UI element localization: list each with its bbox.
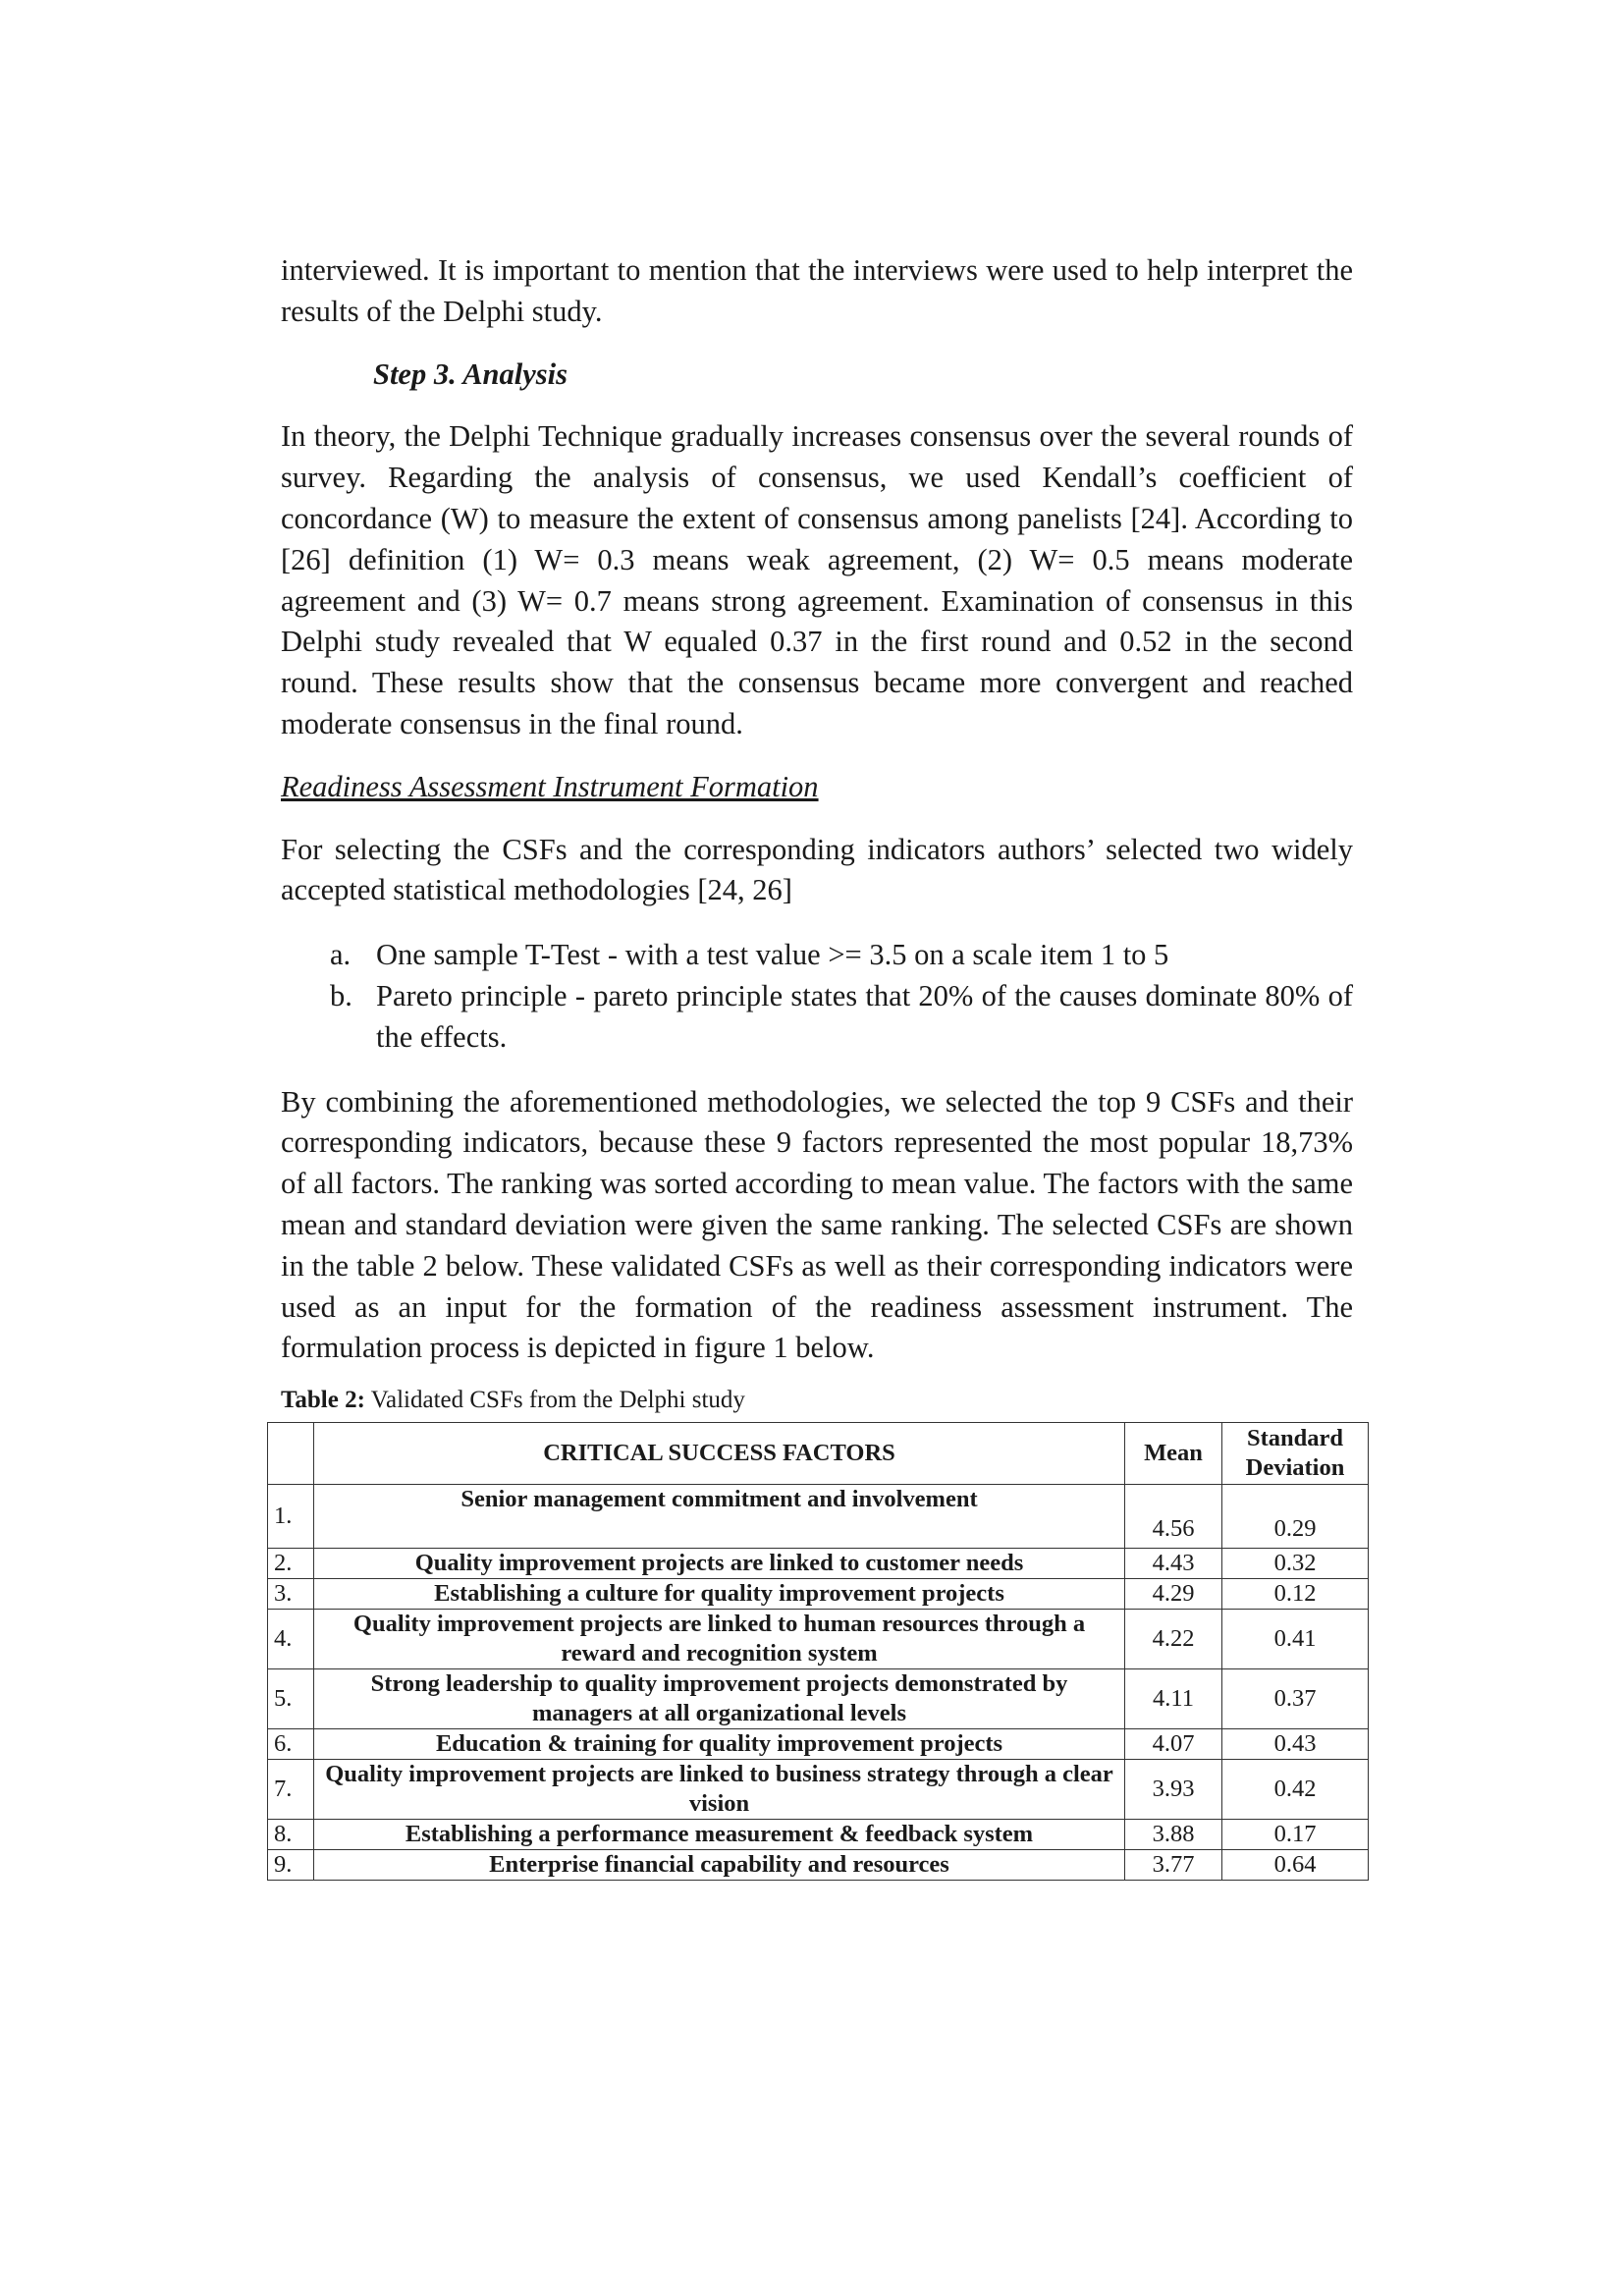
list-item-text: One sample T-Test - with a test value >= 3.5 on a scale item 1 to 5 (376, 938, 1169, 972)
list-item-text: Pareto principle - pareto principle states that 20% of the causes dominate 80% of the effects. (376, 978, 1353, 1054)
factor-cell: Strong leadership to quality improvement projects demonstrated by managers at all organizational levels (314, 1669, 1125, 1729)
factor-cell: Senior management commitment and involvement (314, 1485, 1125, 1549)
table-row (268, 1549, 1369, 1579)
sd-cell: 0.32 (1222, 1549, 1369, 1579)
factor-cell: Enterprise financial capability and resources (314, 1850, 1125, 1881)
factor-cell: Quality improvement projects are linked to business strategy through a clear vision (314, 1760, 1125, 1820)
table-row (268, 1850, 1369, 1881)
table-row (268, 1610, 1369, 1669)
sd-cell: 0.17 (1222, 1820, 1369, 1850)
table-row (268, 1579, 1369, 1610)
sd-cell: 0.42 (1222, 1760, 1369, 1820)
mean-cell: 3.88 (1125, 1820, 1222, 1850)
document-page (274, 250, 1353, 1881)
readiness-subheading: Readiness Assessment Instrument Formation (281, 769, 819, 803)
number-column-header (268, 1423, 314, 1485)
table-row (268, 1820, 1369, 1850)
analysis-paragraph: In theory, the Delphi Technique gradually increases consensus over the several rounds of survey. Regarding the analysis of consensus, we used Kendall’s coefficient of concordance (W) to measure the extent of consensus among panelists [24]. According to [26] definition (1) W= 0.3 means weak agreement, (2) W= 0.5 means moderate agreement and (3) W= 0.7 means strong agreement. Examination of consensus in this Delphi study revealed that W equaled 0.37 in the first round and 0.52 in the second round. These results show that the consensus became more convergent and reached moderate consensus in the final round. (281, 419, 1353, 740)
factor-cell: Education & training for quality improvement projects (314, 1729, 1125, 1760)
list-marker: a. (330, 938, 352, 972)
mean-cell: 4.07 (1125, 1729, 1222, 1760)
mean-cell: 4.22 (1125, 1610, 1222, 1669)
table-row (268, 1760, 1369, 1820)
mean-cell: 4.43 (1125, 1549, 1222, 1579)
row-number: 2. (268, 1549, 314, 1579)
mean-cell: 4.11 (1125, 1669, 1222, 1729)
table-row (268, 1485, 1369, 1549)
sd-cell: 0.64 (1222, 1850, 1369, 1881)
factor-column-header: CRITICAL SUCCESS FACTORS (314, 1423, 1125, 1485)
table-row (268, 1729, 1369, 1760)
row-number: 7. (268, 1760, 314, 1820)
methodology-list (281, 935, 1353, 1058)
mean-cell: 3.93 (1125, 1760, 1222, 1820)
sd-column-header: Standard Deviation (1222, 1423, 1369, 1485)
mean-column-header: Mean (1125, 1423, 1222, 1485)
factor-cell: Quality improvement projects are linked to customer needs (314, 1549, 1125, 1579)
sd-cell: 0.37 (1222, 1669, 1369, 1729)
selection-paragraph: For selecting the CSFs and the corresponding indicators authors’ selected two widely accepted statistical methodologies [24, 26] (281, 832, 1353, 907)
row-number: 1. (268, 1485, 314, 1549)
table-row (268, 1669, 1369, 1729)
sd-cell: 0.41 (1222, 1610, 1369, 1669)
row-number: 8. (268, 1820, 314, 1850)
row-number: 6. (268, 1729, 314, 1760)
factor-cell: Establishing a culture for quality improvement projects (314, 1579, 1125, 1610)
mean-cell: 4.56 (1125, 1485, 1222, 1549)
table-caption-text: Validated CSFs from the Delphi study (364, 1387, 745, 1414)
factor-cell: Establishing a performance measurement & feedback system (314, 1820, 1125, 1850)
intro-paragraph: interviewed. It is important to mention that the interviews were used to help interpret the results of the Delphi study. (281, 253, 1353, 328)
table-caption-label: Table 2: (281, 1387, 365, 1414)
row-number: 5. (268, 1669, 314, 1729)
list-marker: b. (330, 978, 352, 1012)
list-item (330, 935, 1353, 976)
csf-table (267, 1422, 1369, 1881)
list-item (330, 976, 1353, 1059)
table-caption (281, 1385, 1353, 1416)
row-number: 9. (268, 1850, 314, 1881)
row-number: 3. (268, 1579, 314, 1610)
combined-methods-paragraph: By combining the aforementioned methodologies, we selected the top 9 CSFs and their corresponding indicators, because these 9 factors represented the most popular 18,73% of all factors. The ranking was sorted according to mean value. The factors with the same mean and standard deviation were given the same ranking. The selected CSFs are shown in the table 2 below. These validated CSFs as well as their corresponding indicators were used as an input for the formation of the readiness assessment instrument. The formulation process is depicted in figure 1 below. (281, 1084, 1353, 1365)
table-header-row (268, 1423, 1369, 1485)
mean-cell: 3.77 (1125, 1850, 1222, 1881)
mean-cell: 4.29 (1125, 1579, 1222, 1610)
sd-cell: 0.29 (1222, 1485, 1369, 1549)
sd-cell: 0.12 (1222, 1579, 1369, 1610)
row-number: 4. (268, 1610, 314, 1669)
step-3-heading: Step 3. Analysis (373, 356, 568, 391)
sd-cell: 0.43 (1222, 1729, 1369, 1760)
factor-cell: Quality improvement projects are linked to human resources through a reward and recognition system (314, 1610, 1125, 1669)
